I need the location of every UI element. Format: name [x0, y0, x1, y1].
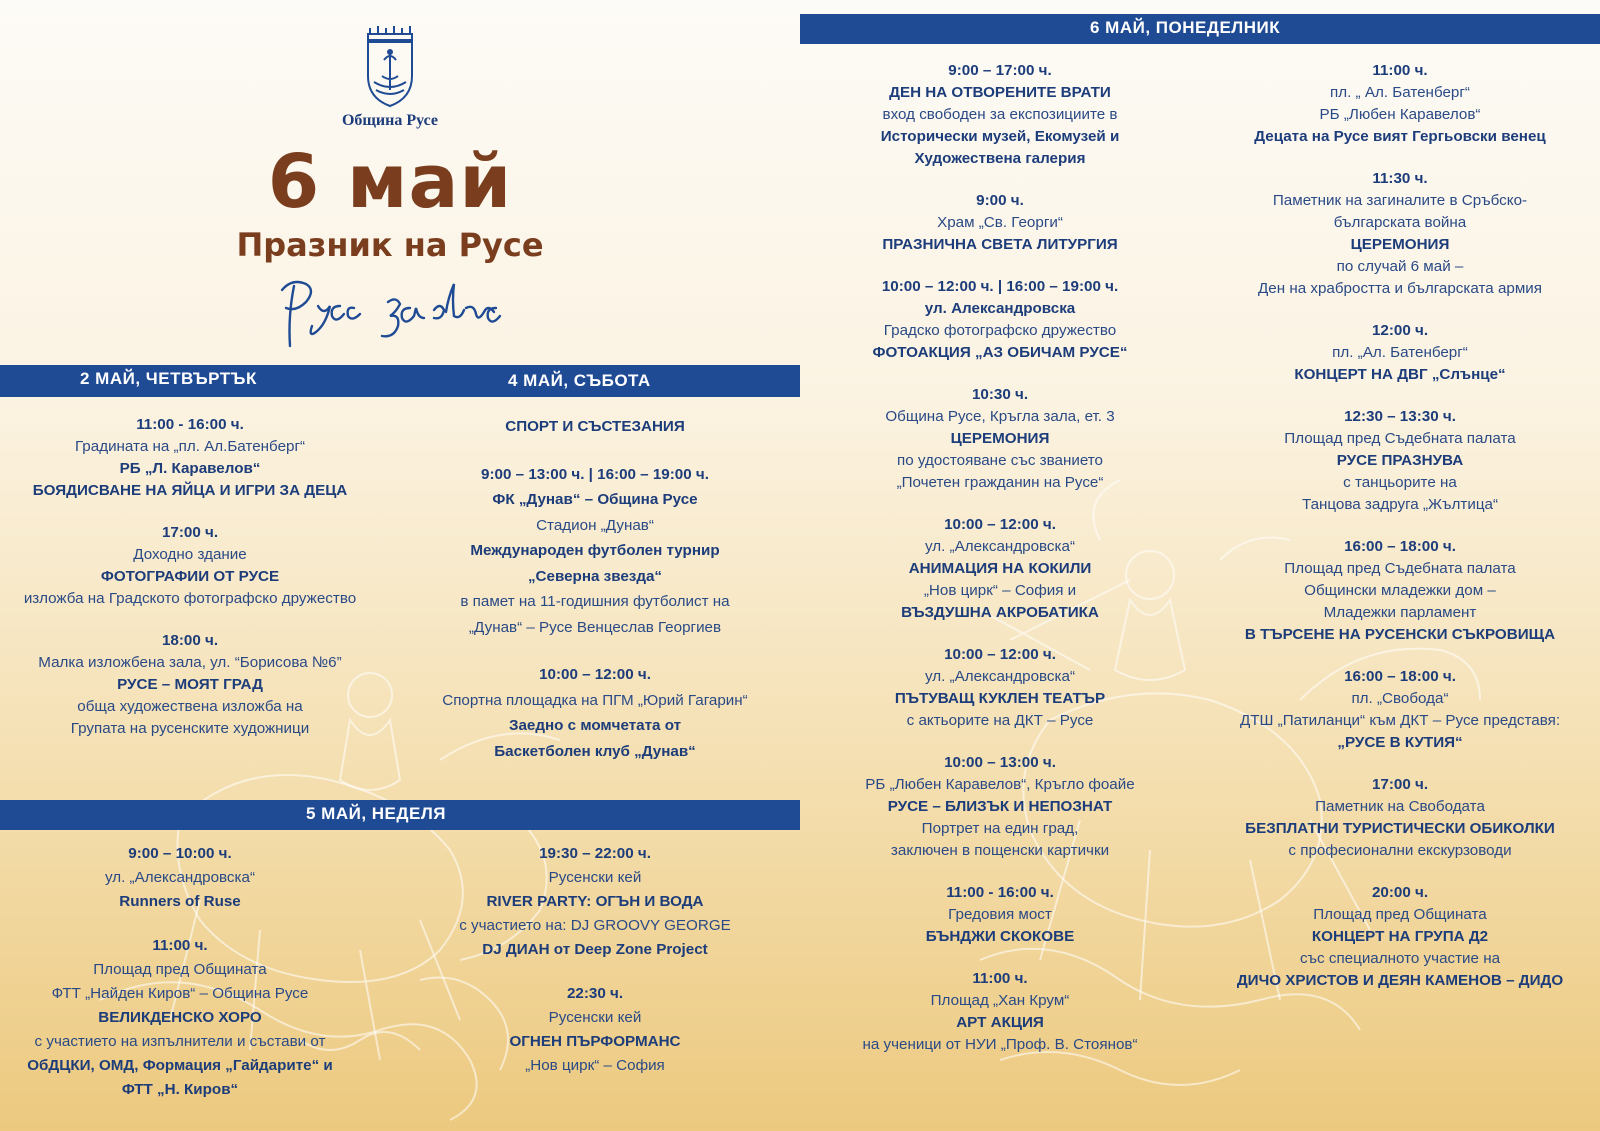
section-bar-may2-may4: [0, 365, 800, 397]
section-title-may6: 6 МАЙ, ПОНЕДЕЛНИК: [1090, 18, 1281, 37]
event-item: [420, 982, 770, 1078]
may2-events: [0, 414, 380, 760]
event-detail: ДТШ „Патиланци“ към ДКТ – Русе представя:: [1239, 712, 1561, 729]
event-item: [420, 462, 770, 641]
event-detail: Площад пред Общината: [1313, 906, 1487, 923]
event-time: 10:30 ч.: [971, 386, 1029, 403]
event-detail: пл. „Ал. Батенберг“: [1332, 344, 1468, 361]
event-time: 16:00 – 18:00 ч.: [1344, 538, 1456, 555]
event-detail: с танцьорите на: [1343, 474, 1457, 491]
event-detail: Храм „Св. Георги“: [937, 214, 1063, 231]
event-title: ФТТ „Н. Киров“: [121, 1081, 239, 1098]
event-item: [420, 662, 770, 764]
event-time: 12:30 – 13:30 ч.: [1344, 408, 1456, 425]
event-detail: Спортна площадка на ПГМ „Юрий Гагарин“: [442, 691, 748, 709]
event-title: Художествена галерия: [914, 150, 1086, 167]
event-title: Runners of Ruse: [119, 893, 241, 910]
event-title: ЦЕРЕМОНИЯ: [1350, 236, 1450, 253]
event-detail: с професионални екскурзоводи: [1288, 842, 1512, 859]
logo-block: [230, 20, 550, 130]
section-bar-may6: [800, 14, 1600, 44]
event-detail: „Нов цирк“ – София: [525, 1057, 665, 1074]
event-detail: РБ „Любен Каравелов“, Кръгло фоайе: [865, 776, 1135, 793]
event-time: 19:30 – 22:00 ч.: [539, 845, 651, 862]
event-item: [840, 514, 1160, 624]
event-detail: Площад пред Съдебната палата: [1284, 430, 1516, 447]
event-detail: „Дунав“ – Русе Венцеслав Георгиев: [468, 618, 722, 636]
event-time: 11:00 ч.: [152, 937, 208, 954]
event-detail: Градината на „пл. Ал.Батенберг“: [74, 438, 306, 455]
may6-left-events: [840, 60, 1160, 1076]
event-time: 10:00 – 12:00 ч.: [539, 666, 651, 683]
event-item: [1220, 774, 1580, 862]
event-title: СПОРТ И СЪСТЕЗАНИЯ: [505, 418, 685, 435]
event-detail: обща художествена изложба на: [77, 698, 303, 715]
event-detail: Площад „Хан Крум“: [930, 992, 1070, 1009]
municipality-name: Община Русе: [341, 112, 439, 129]
section-title-may2: 2 МАЙ, ЧЕТВЪРТЪК: [80, 369, 257, 388]
event-item: [1220, 666, 1580, 754]
event-title: БЪНДЖИ СКОКОВЕ: [925, 928, 1075, 945]
event-item: [1220, 882, 1580, 992]
event-detail: Паметник на загиналите в Сръбско-: [1272, 192, 1528, 209]
event-detail: пл. „ Ал. Батенберг“: [1330, 84, 1470, 101]
event-time: 10:00 – 12:00 ч.: [944, 646, 1056, 663]
event-detail: по случай 6 май –: [1336, 258, 1464, 275]
event-item: [1220, 536, 1580, 646]
event-time: 10:00 – 12:00 ч.: [944, 516, 1056, 533]
event-title: РУСЕ – БЛИЗЪК И НЕПОЗНАТ: [887, 798, 1113, 815]
may5-right-events: [420, 842, 770, 1098]
event-title: ФОТОГРАФИИ ОТ РУСЕ: [100, 568, 280, 585]
event-item: [0, 522, 380, 610]
event-detail: изложба на Градското фотографско дружество: [23, 590, 357, 607]
may4-events: [420, 414, 770, 786]
event-item: [0, 842, 360, 914]
event-title: ПЪТУВАЩ КУКЛЕН ТЕАТЪР: [894, 690, 1106, 707]
event-time: 10:00 – 13:00 ч.: [944, 754, 1056, 771]
event-time: 9:00 – 13:00 ч. | 16:00 – 19:00 ч.: [481, 465, 709, 483]
event-detail: Стадион „Дунав“: [536, 516, 654, 534]
event-item: [1220, 406, 1580, 516]
event-title: АРТ АКЦИЯ: [956, 1014, 1044, 1031]
event-time: 10:00 – 12:00 ч. | 16:00 – 19:00 ч.: [881, 278, 1119, 295]
event-title: РУСЕ – МОЯТ ГРАД: [117, 676, 263, 693]
event-detail: Паметник на Свободата: [1315, 798, 1485, 815]
event-title: „Северна звезда“: [527, 567, 663, 585]
event-time: 17:00 ч.: [161, 524, 219, 541]
event-detail: в памет на 11-годишния футболист на: [460, 593, 730, 610]
event-detail: с участието на изпълнители и състави от: [34, 1033, 326, 1050]
event-time: 12:00 ч.: [1371, 322, 1429, 339]
event-title: ПРАЗНИЧНА СВЕТА ЛИТУРГИЯ: [882, 236, 1118, 253]
event-title: ВЕЛИКДЕНСКО ХОРО: [98, 1009, 262, 1026]
may5-left-events: [0, 842, 360, 1122]
event-time: 16:00 – 18:00 ч.: [1344, 668, 1456, 685]
event-title: ЦЕРЕМОНИЯ: [950, 430, 1050, 447]
event-title: АНИМАЦИЯ НА КОКИЛИ: [908, 560, 1092, 577]
event-detail: РБ „Любен Каравелов“: [1319, 106, 1481, 123]
event-time: 11:00 - 16:00 ч.: [136, 416, 244, 433]
event-title: „РУСЕ В КУТИЯ“: [1337, 734, 1463, 751]
section-bar-may5: [0, 800, 800, 830]
event-time: 11:00 - 16:00 ч.: [946, 884, 1054, 901]
event-item: [1220, 320, 1580, 386]
event-title: Заедно с момчетата от: [508, 717, 682, 734]
ruse-coat-of-arms-icon: [360, 20, 420, 110]
event-detail: Общински младежки дом –: [1304, 582, 1496, 599]
page-title: 6 май: [267, 139, 513, 225]
event-item: [840, 276, 1160, 364]
event-item: [840, 384, 1160, 494]
event-detail: „Почетен гражданин на Русе“: [896, 474, 1104, 491]
event-time: 18:00 ч.: [161, 632, 219, 649]
event-time: 17:00 ч.: [1371, 776, 1429, 793]
event-detail: ФТТ „Найден Киров“ – Община Русе: [51, 985, 309, 1002]
page-subtitle: Празник на Русе: [236, 226, 544, 264]
event-detail: пл. „Свобода“: [1351, 690, 1449, 707]
event-title: ФОТОАКЦИЯ „АЗ ОБИЧАМ РУСЕ“: [872, 344, 1128, 361]
event-time: 9:00 – 10:00 ч.: [128, 845, 232, 862]
event-detail: Площад пред Съдебната палата: [1284, 560, 1516, 577]
event-detail: Малка изложбена зала, ул. “Борисова №6”: [38, 654, 342, 671]
event-title: Баскетболен клуб „Дунав“: [494, 742, 696, 760]
event-time: 20:00 ч.: [1371, 884, 1429, 901]
event-item: [1220, 60, 1580, 148]
event-detail: Ден на храбростта и българската армия: [1257, 280, 1542, 297]
event-detail: с участието на: DJ GROOVY GEORGE: [459, 917, 731, 934]
event-item: [840, 882, 1160, 948]
event-title: RIVER PARTY: ОГЪН И ВОДА: [486, 893, 704, 910]
event-detail: с актьорите на ДКТ – Русе: [906, 712, 1094, 729]
event-detail: заключен в пощенски картички: [890, 842, 1110, 859]
event-detail: Танцова задруга „Жълтица“: [1301, 496, 1499, 513]
event-title: КОНЦЕРТ НА ГРУПА Д2: [1311, 928, 1489, 945]
event-time: 11:00 ч.: [1372, 62, 1428, 79]
event-detail: Групата на русенските художници: [70, 720, 310, 737]
event-item: [420, 842, 770, 962]
event-time: 11:30 ч.: [1372, 170, 1428, 187]
event-detail: българската война: [1333, 214, 1467, 231]
event-item: [1220, 168, 1580, 300]
event-title: БОЯДИСВАНЕ НА ЯЙЦА И ИГРИ ЗА ДЕЦА: [32, 482, 348, 499]
event-title: БЕЗПЛАТНИ ТУРИСТИЧЕСКИ ОБИКОЛКИ: [1245, 820, 1555, 837]
event-title: РБ „Л. Каравелов“: [119, 460, 261, 477]
event-detail: със специалното участие на: [1299, 950, 1501, 967]
event-detail: Младежки парламент: [1323, 604, 1477, 621]
event-detail: ул. „Александровска“: [924, 538, 1076, 555]
event-title: В ТЪРСЕНЕ НА РУСЕНСКИ СЪКРОВИЩА: [1244, 626, 1556, 643]
event-title: ДИЧО ХРИСТОВ И ДЕЯН КАМЕНОВ – ДИДО: [1236, 972, 1564, 989]
event-title: DJ ДИАН от Deep Zone Project: [482, 941, 708, 958]
event-detail: вход свободен за експозициите в: [882, 106, 1118, 123]
section-title-may4: 4 МАЙ, СЪБОТА: [508, 371, 651, 390]
event-detail: по удостояване със званието: [897, 452, 1103, 469]
event-title: ДЕН НА ОТВОРЕНИТЕ ВРАТИ: [889, 84, 1111, 101]
event-time: 9:00 ч.: [976, 192, 1024, 209]
event-item: [840, 190, 1160, 256]
event-detail: Градско фотографско дружество: [883, 322, 1117, 339]
event-detail: Гредовия мост: [948, 906, 1052, 923]
event-title: Международен футболен турнир: [470, 542, 720, 559]
event-title: ОГНЕН ПЪРФОРМАНС: [509, 1033, 681, 1050]
event-item: [840, 968, 1160, 1056]
event-detail: Русенски кей: [548, 1009, 642, 1026]
event-detail: Русенски кей: [548, 869, 642, 886]
event-detail: „Нов цирк“ – София и: [923, 582, 1077, 599]
event-title: Исторически музей, Екомузей и: [880, 128, 1120, 145]
may6-right-events: [1220, 60, 1580, 1012]
event-title: РУСЕ ПРАЗНУВА: [1336, 452, 1464, 469]
event-detail: Доходно здание: [133, 546, 247, 563]
event-detail: Площад пред Общината: [93, 961, 267, 978]
event-item: [0, 630, 380, 740]
event-item: [840, 60, 1160, 170]
event-item: [420, 414, 770, 440]
event-item: [840, 752, 1160, 862]
event-item: [0, 414, 380, 502]
event-item: [840, 644, 1160, 732]
event-detail: на ученици от НУИ „Проф. В. Стоянов“: [862, 1036, 1138, 1053]
event-detail: Община Русе, Кръгла зала, ет. 3: [885, 408, 1115, 425]
event-title: ОбДЦКИ, ОМД, Формация „Гайдарите“ и: [27, 1057, 333, 1074]
event-item: [0, 934, 360, 1102]
tagline-signature: [270, 272, 520, 352]
event-title: ВЪЗДУШНА АКРОБАТИКА: [901, 604, 1099, 621]
event-title: КОНЦЕРТ НА ДВГ „Слънце“: [1294, 366, 1506, 383]
event-title: ул. Александровска: [924, 300, 1076, 317]
event-time: 22:30 ч.: [566, 985, 624, 1002]
section-title-may5: 5 МАЙ, НЕДЕЛЯ: [306, 804, 446, 823]
event-detail: ул. „Александровска“: [104, 869, 256, 886]
event-detail: ул. „Александровска“: [924, 668, 1076, 685]
event-title: ФК „Дунав“ – Община Русе: [492, 491, 698, 508]
event-time: 11:00 ч.: [972, 970, 1028, 987]
event-title: Децата на Русе вият Гергьовски венец: [1254, 128, 1546, 145]
event-time: 9:00 – 17:00 ч.: [948, 62, 1052, 79]
event-detail: Портрет на един град,: [921, 820, 1079, 837]
